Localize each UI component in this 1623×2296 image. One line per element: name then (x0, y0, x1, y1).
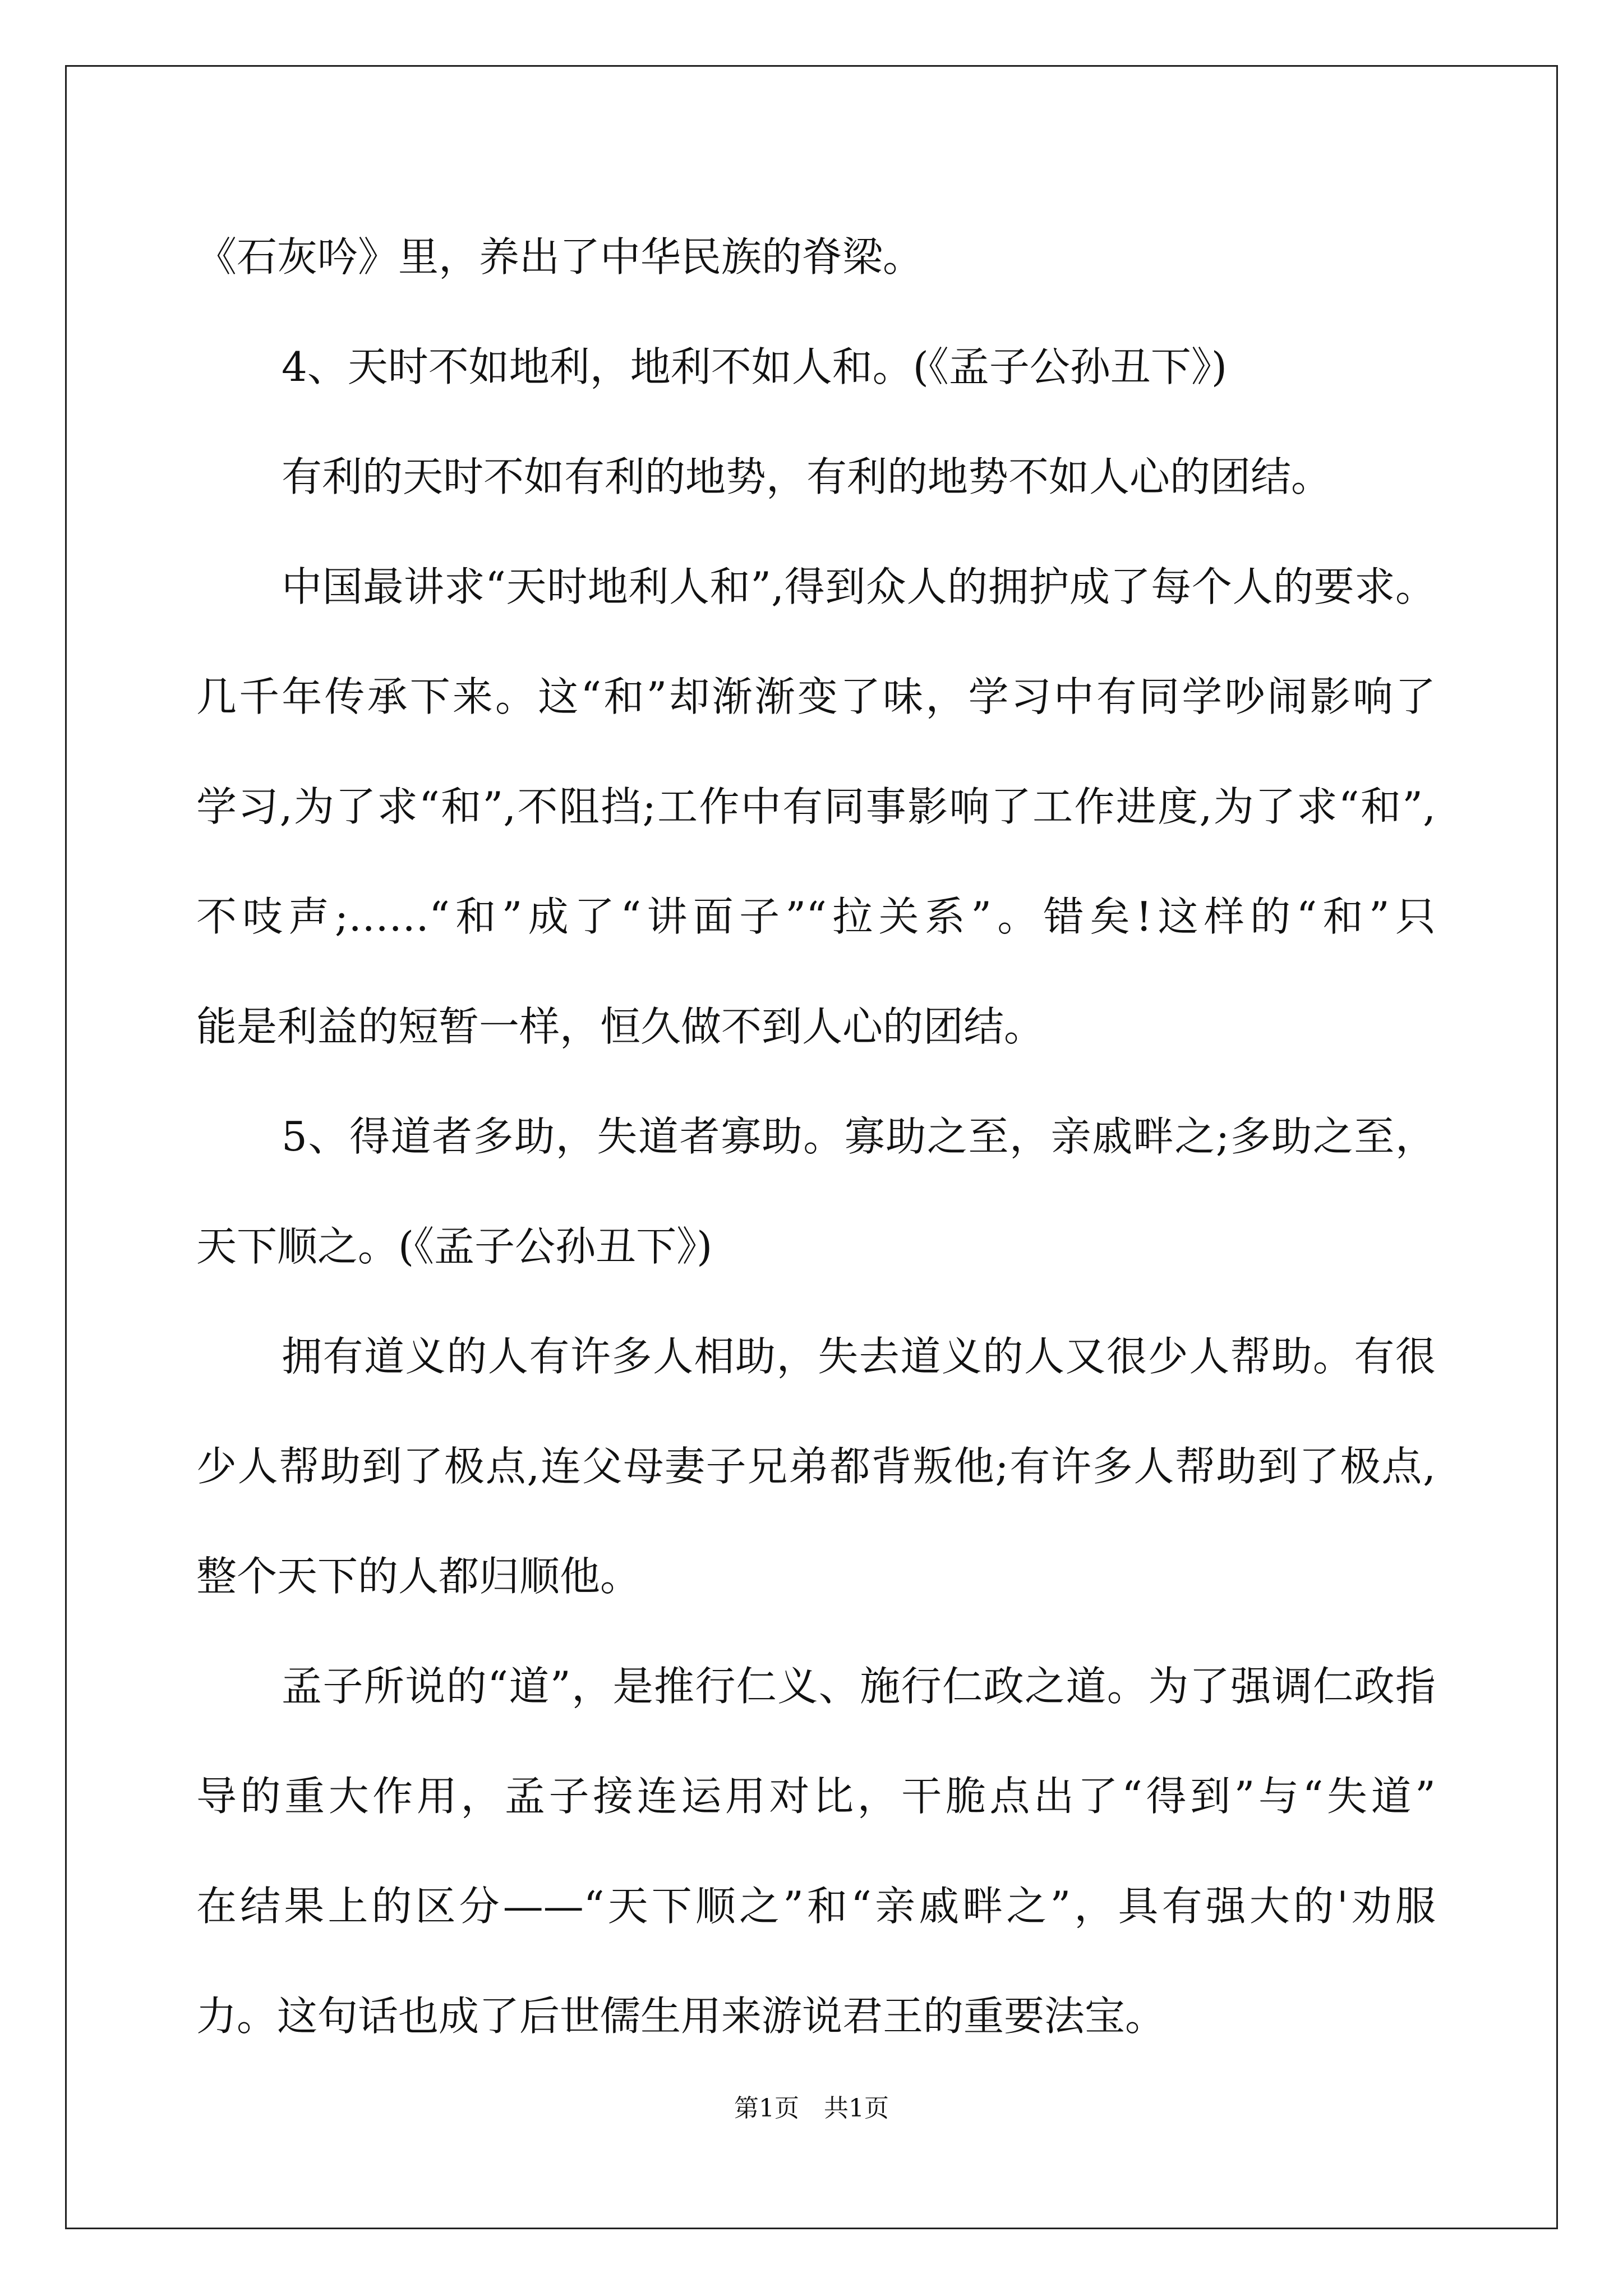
text-line: 中国最讲求“天时地利人和”,得到众人的拥护成了每个人的要求。 (282, 563, 1436, 610)
text-line: 力。这句话也成了后世儒生用来游说君王的重要法宝。 (196, 1993, 1166, 2040)
text-line: 《石灰吟》里，养出了中华民族的脊梁。 (196, 233, 924, 280)
text-line: 整个天下的人都归顺他。 (196, 1553, 641, 1600)
text-line: 有利的天时不如有利的地势，有利的地势不如人心的团结。 (282, 453, 1332, 500)
text-line: 能是利益的短暂一样，恒久做不到人心的团结。 (196, 1003, 1045, 1050)
text-line: 在结果上的区分——“天下顺之”和“亲戚畔之”，具有强大的'劝服 (196, 1883, 1436, 1930)
document-body (196, 202, 1436, 2071)
text-line: 少人帮助到了极点,连父母妻子兄弟都背叛他;有许多人帮助到了极点, (196, 1443, 1436, 1490)
text-line: 拥有道义的人有许多人相助，失去道义的人又很少人帮助。有很 (282, 1333, 1436, 1380)
text-line: 几千年传承下来。这“和”却渐渐变了味，学习中有同学吵闹影响了 (196, 673, 1436, 720)
text-line: 孟子所说的“道”，是推行仁义、施行仁政之道。为了强调仁政指 (282, 1663, 1436, 1710)
text-line: 5、得道者多助，失道者寡助。寡助之至，亲戚畔之;多助之至， (282, 1113, 1436, 1160)
text-line: 不吱声;……“和”成了“讲面子”“拉关系”。错矣!这样的“和”只 (196, 893, 1436, 940)
page-number: 第1页 共1页 (734, 2094, 889, 2123)
text-line: 天下顺之。(《孟子公孙丑下》) (196, 1223, 713, 1270)
text-line: 学习,为了求“和”,不阻挡;工作中有同事影响了工作进度,为了求“和”, (196, 783, 1436, 830)
text-line: 4、天时不如地利，地利不如人和。(《孟子公孙丑下》) (282, 343, 1227, 390)
text-line: 导的重大作用，孟子接连运用对比，干脆点出了“得到”与“失道” (196, 1773, 1436, 1820)
